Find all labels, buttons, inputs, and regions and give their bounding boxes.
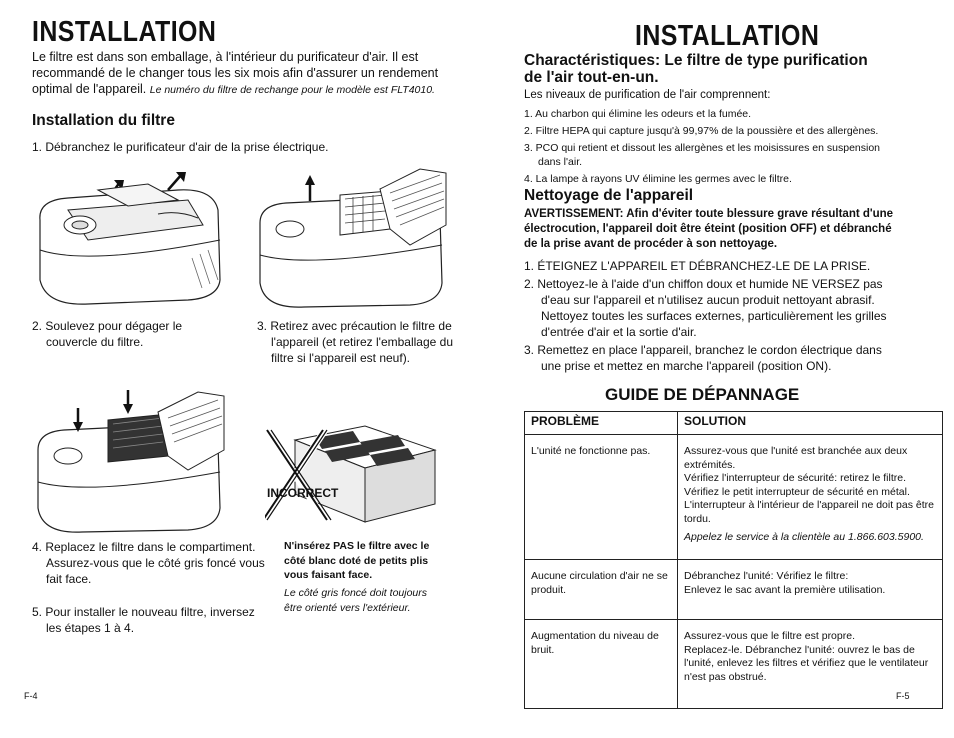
solution-cell: Assurez-vous que le filtre est propre. Replacez-le. Débranchez l'unité: ouvrez le bas de l'unité, enlevez les filtres et vérifiez que le ventilateur n'est pas obstrué. [678, 620, 943, 709]
feature-item: 4. La lampe à rayons UV élimine les germes avec le filtre. [524, 173, 792, 185]
filter-install-heading: Installation du filtre [32, 112, 175, 129]
intro-text: Le filtre est dans son emballage, à l'intérieur du purificateur d'air. Il est recommandé de le changer tous les six mois afin d'assurer un rendement optimal de l'appareil. [32, 50, 439, 96]
illustration-step-1 [28, 170, 233, 310]
illustration-step-4 [28, 390, 233, 535]
step-5: 5. Pour installer le nouveau filtre, inversez les étapes 1 à 4. [32, 605, 255, 635]
troubleshooting-heading: GUIDE DE DÉPANNAGE [605, 385, 800, 404]
orientation-note: Le côté gris foncé doit toujours être orienté vers l'extérieur. [284, 587, 428, 614]
support-phone-note: Appelez le service à la clientèle au 1.866.603.5900. [684, 531, 924, 543]
table-row [525, 435, 943, 560]
table-row [525, 560, 943, 620]
step-4: 4. Replacez le filtre dans le compartiment. Assurez-vous que le côté gris foncé vous fait face. [32, 540, 265, 586]
solution-cell: Débranchez l'unité: Vérifiez le filtre: Enlevez le sac avant la première utilisation. [678, 560, 943, 620]
problem-cell: Aucune circulation d'air ne se produit. [525, 560, 678, 620]
cleaning-steps [524, 258, 904, 374]
left-intro [32, 49, 452, 98]
solution-cell [678, 435, 943, 560]
page-number-right: F-5 [896, 691, 910, 701]
feature-item: 3. PCO qui retient et dissout les allergènes et les moisissures en suspension dans l'air. [524, 142, 881, 168]
right-page-title: INSTALLATION [635, 20, 820, 52]
illustration-incorrect [265, 420, 445, 530]
cleaning-warning: AVERTISSEMENT: Afin d'éviter toute blessure grave résultant d'une électrocution, l'appareil doit être éteint (position OFF) et débranché de la prise avant de procéder à son nettoyage. [524, 208, 894, 250]
step-1: 1. Débranchez le purificateur d'air de la prise électrique. [32, 140, 329, 154]
column-header-solution: SOLUTION [678, 412, 943, 435]
table-row [525, 620, 943, 709]
illustration-step-2 [250, 165, 455, 313]
solution-text: Assurez-vous que l'unité est branchée aux deux extrémités. Vérifiez l'interrupteur de sécurité: retirez le filtre. Vérifiez le petit interrupteur de sécurité en métal. L'interrupteur à l'intérieur de l'appareil ne doit pas être tordu. [684, 445, 934, 525]
incorrect-label: INCORRECT [267, 486, 339, 500]
problem-cell: L'unité ne fonctionne pas. [525, 435, 678, 560]
incorrect-warning: N'insérez PAS le filtre avec le côté blanc doté de petits plis vous faisant face. [284, 540, 430, 581]
cleaning-step: 1. ÉTEIGNEZ L'APPAREIL ET DÉBRANCHEZ-LE DE LA PRISE. [524, 259, 871, 273]
step-3: 3. Retirez avec précaution le filtre de l'appareil (et retirez l'emballage du filtre si l'appareil est neuf). [257, 319, 454, 365]
table-header-row [525, 412, 943, 435]
problem-cell: Augmentation du niveau de bruit. [525, 620, 678, 709]
features-list [524, 107, 904, 186]
feature-item: 1. Au charbon qui élimine les odeurs et la fumée. [524, 108, 752, 120]
cleaning-step: 2. Nettoyez-le à l'aide d'un chiffon doux et humide NE VERSEZ pas d'eau sur l'appareil et n'utilisez aucun produit nettoyant abrasif. Nettoyez toutes les surfaces externes, particulièrement les grilles d'entrée d'air et la sortie d'air. [524, 277, 887, 339]
step-2: 2. Soulevez pour dégager le couvercle du filtre. [32, 319, 183, 349]
page-number-left: F-4 [24, 691, 38, 701]
feature-item: 2. Filtre HEPA qui capture jusqu'à 99,97% de la poussière et des allergènes. [524, 125, 879, 137]
cleaning-step: 3. Remettez en place l'appareil, branchez le cordon électrique dans une prise et mettez en marche l'appareil (position ON). [524, 343, 882, 373]
features-intro: Les niveaux de purification de l'air comprennent: [524, 89, 771, 101]
left-page-title: INSTALLATION [32, 16, 217, 48]
features-heading: Charactéristiques: Le filtre de type purification de l'air tout-en-un. [524, 52, 868, 86]
column-header-problem: PROBLÈME [525, 412, 678, 435]
cleaning-heading: Nettoyage de l'appareil [524, 187, 694, 204]
troubleshooting-table [524, 411, 943, 709]
intro-note: Le numéro du filtre de rechange pour le modèle est FLT4010. [149, 84, 435, 96]
